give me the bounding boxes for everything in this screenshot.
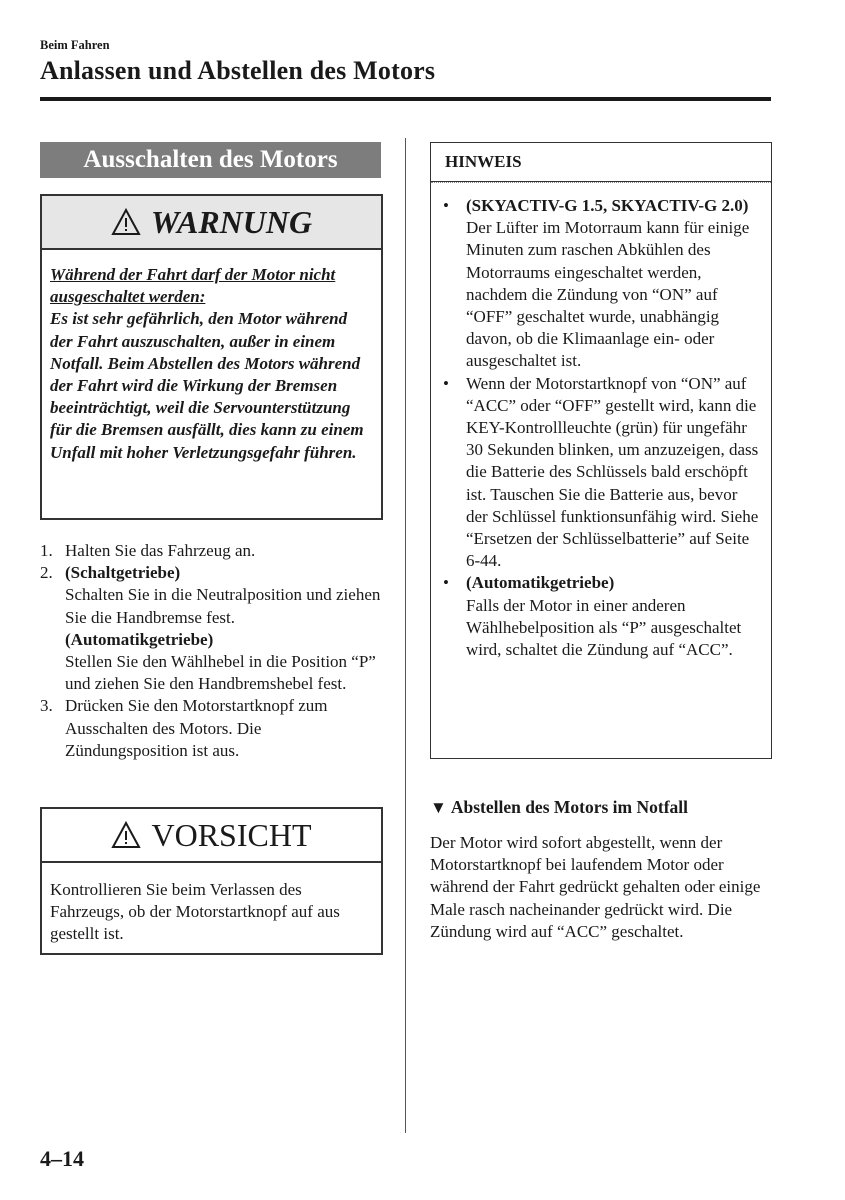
page-title: Anlassen und Abstellen des Motors <box>40 56 436 85</box>
note-item-content <box>466 195 763 373</box>
step-content <box>65 562 385 695</box>
step-number: 2. <box>40 563 53 583</box>
bullet: • <box>443 373 449 393</box>
caution-text: Kontrollieren Sie beim Verlassen des Fahrzeugs, ob der Motorstartknopf auf aus gestellt ist. <box>50 880 340 944</box>
bullet: • <box>443 573 449 593</box>
caution-box <box>40 807 383 955</box>
column-divider <box>405 138 406 1133</box>
triangle-down-icon: ▼ <box>430 797 447 817</box>
list-item <box>443 373 763 573</box>
step-text: Drücken Sie den Motorstartknopf zum Ausschalten des Motors. Die Zündungsposition ist aus. <box>65 696 328 760</box>
breadcrumb: Beim Fahren <box>40 38 110 52</box>
step-label: (Automatikgetriebe) <box>65 629 214 649</box>
section-title: Ausschalten des Motors <box>40 142 381 178</box>
steps-list <box>40 540 385 762</box>
note-item-text: Falls der Motor in einer anderen Wählhebelposition als “P” ausgeschaltet wird, schaltet die Zündung auf “ACC”. <box>466 595 742 660</box>
list-item <box>443 572 763 661</box>
subsection-heading <box>430 797 688 818</box>
note-title: HINWEIS <box>431 143 771 182</box>
caution-label: VORSICHT <box>151 816 312 853</box>
bullet: • <box>443 196 449 215</box>
page-number: 4–14 <box>40 1146 84 1171</box>
caution-header <box>42 809 381 863</box>
note-item-label: (Automatikgetriebe) <box>466 573 615 593</box>
warning-lead: Während der Fahrt darf der Motor nicht ausgeschaltet werden: <box>50 265 336 307</box>
note-item-text: Der Lüfter im Motorraum kann für einige Minuten zum raschen Abkühlen des Motorraums eingeschaltet werden, nachdem die Zündung von “ON” auf “OFF” geschaltet wurde, unabhängig davon, ob die Klimaanlage ein- oder ausgeschaltet ist. <box>466 218 750 371</box>
list-item <box>40 540 385 562</box>
step-label: (Schaltgetriebe) <box>65 563 181 583</box>
step-text: Halten Sie das Fahrzeug an. <box>65 541 256 560</box>
step-number: 1. <box>40 541 53 560</box>
note-item-text: Wenn der Motorstartknopf von “ON” auf “ACC” oder “OFF” gestellt wird, kann die KEY-Kontrollleuchte (grün) für ungefähr 30 Sekunden blinken, um anzuzeigen, dass die Batterie des Schlüssels bald erschöpft ist. Tauschen Sie die Batterie aus, bevor der Schlüssel funktionsunfähig wird. Siehe “Ersetzen der Schlüsselbatterie” auf Seite 6-44. <box>466 373 759 571</box>
step-number: 3. <box>40 696 53 716</box>
title-rule <box>40 97 771 101</box>
step-text: Schalten Sie in die Neutralposition und ziehen Sie die Handbremse fest. <box>65 585 381 627</box>
warning-body <box>42 250 381 464</box>
warning-text: Es ist sehr gefährlich, den Motor während der Fahrt auszuschalten, außer in einem Notfall. Beim Abstellen des Motors während der Fahrt wird die Wirkung der Bremsen beeinträchtigt, weil die Servounterstützung für die Bremsen ausfällt, dies kann zu einem Unfall mit hoher Verletzungsgefahr führen. <box>50 309 364 462</box>
subsection-title: Abstellen des Motors im Notfall <box>450 797 689 817</box>
warning-triangle-icon <box>111 821 141 849</box>
warning-triangle-icon <box>111 208 141 236</box>
note-item-content <box>466 572 763 661</box>
warning-label: WARNUNG <box>150 203 313 240</box>
emergency-paragraph: Der Motor wird sofort abgestellt, wenn der Motorstartknopf bei laufendem Motor oder während der Fahrt gedrückt gehalten oder einige Male rasch nacheinander gedrückt wird. Die Zündung wird auf “ACC” geschaltet. <box>430 833 761 941</box>
note-body <box>431 183 771 661</box>
note-box <box>430 142 772 759</box>
list-item <box>443 195 763 373</box>
warning-box <box>40 194 383 520</box>
list-item <box>40 562 385 695</box>
step-text: Stellen Sie den Wählhebel in die Position “P” und ziehen Sie den Handbremshebel fest. <box>65 652 376 694</box>
note-item-label: (SKYACTIV-G 1.5, SKYACTIV-G 2.0) <box>466 196 749 215</box>
warning-header <box>42 196 381 250</box>
list-item <box>40 695 385 762</box>
